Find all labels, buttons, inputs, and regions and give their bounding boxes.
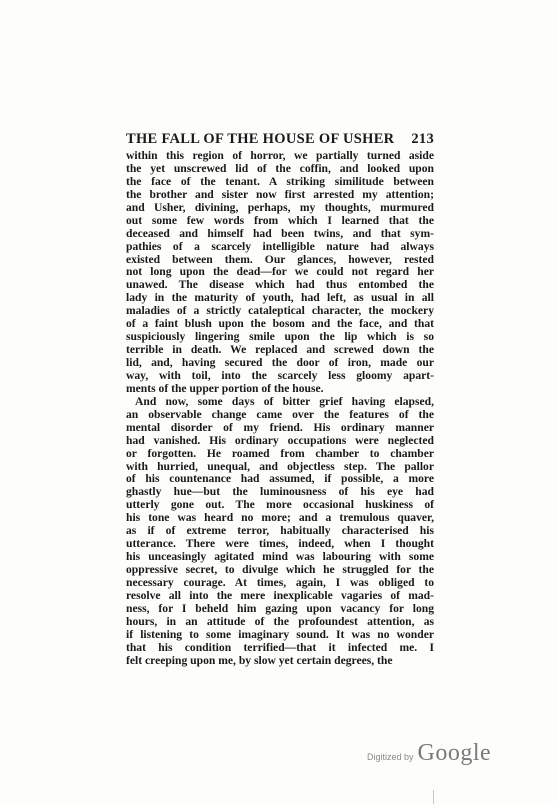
text-line: utterance. There were times, indeed, when I thought	[126, 537, 434, 551]
text-line: that his condition terrified—that it infected me. I	[126, 640, 434, 654]
text-line: lady in the maturity of youth, had left, as usual in all	[126, 291, 434, 305]
text-line: hours, in an attitude of the profoundest attention, as	[126, 614, 434, 628]
text-line: his unceasingly agitated mind was labouring with some	[126, 550, 434, 564]
text-line: as if of extreme terror, habitually characterised his	[126, 524, 434, 538]
text-line: the yet unscrewed lid of the coffin, and looked upon	[126, 161, 434, 175]
text-line: way, with toil, into the scarcely less gloomy apart-	[126, 368, 434, 382]
text-line: his tone was heard no more; and a tremulous quaver,	[126, 511, 434, 525]
text-line: of a faint blush upon the bosom and the face, and that	[126, 317, 434, 331]
text-line: pathies of a scarcely intelligible nature had always	[126, 239, 434, 253]
text-line: unawed. The disease which had thus entombed the	[126, 278, 434, 292]
text-line: the brother and sister now first arrested my attention;	[126, 187, 434, 201]
google-logo: Google	[417, 740, 492, 766]
text-line: existed between them. Our glances, however, rested	[126, 252, 434, 266]
text-line: the face of the tenant. A striking similitude between	[126, 174, 434, 188]
edge-mark	[433, 790, 434, 804]
page-number: 213	[411, 131, 434, 147]
text-line: out some few words from which I learned that the	[126, 213, 434, 227]
text-line: And now, some days of bitter grief having elapsed,	[135, 394, 434, 408]
text-line: and Usher, divining, perhaps, my thoughts, murmured	[126, 200, 434, 214]
text-line: an observable change came over the features of the	[126, 407, 434, 421]
text-line: terrible in death. We replaced and screwed down the	[126, 343, 434, 357]
text-line: necessary courage. At times, again, I was obliged to	[126, 575, 434, 589]
text-line: deceased and himself had been twins, and that sym-	[126, 226, 434, 240]
text-line: if listening to some imaginary sound. It was no wonder	[126, 627, 434, 641]
text-line: lid, and, having secured the door of iron, made our	[126, 356, 434, 369]
text-line: within this region of horror, we partially turned aside	[126, 149, 434, 162]
digitized-by-label: Digitized by	[367, 752, 414, 762]
text-line: resolve all into the mere inexplicable vagaries of mad-	[126, 588, 434, 602]
text-line: ness, for I beheld him gazing upon vacancy for long	[126, 601, 434, 615]
text-line: utterly gone out. The more occasional huskiness of	[126, 498, 434, 512]
body-text	[126, 150, 434, 668]
text-line: had vanished. His ordinary occupations were neglected	[126, 433, 434, 447]
text-line: of his countenance had assumed, if possible, a more	[126, 472, 434, 486]
running-title: THE FALL OF THE HOUSE OF USHER	[126, 131, 395, 147]
text-line: not long upon the dead—for we could not regard her	[126, 265, 434, 279]
text-line: with hurried, unequal, and objectless step. The pallor	[126, 459, 434, 473]
text-line: or forgotten. He roamed from chamber to chamber	[126, 446, 434, 460]
text-line: ghastly hue—but the luminousness of his eye had	[126, 485, 434, 499]
text-line: oppressive secret, to divulge which he struggled for the	[126, 563, 434, 576]
text-line: suspiciously lingering smile upon the lip which is so	[126, 330, 434, 344]
text-line: mental disorder of my friend. His ordinary manner	[126, 420, 434, 434]
text-line: maladies of a strictly cataleptical character, the mockery	[126, 304, 434, 318]
text-line: felt creeping upon me, by slow yet certain degrees, the	[126, 653, 393, 667]
running-header	[126, 131, 434, 148]
text-line: ments of the upper portion of the house.	[126, 381, 324, 395]
digitized-watermark	[367, 740, 491, 767]
